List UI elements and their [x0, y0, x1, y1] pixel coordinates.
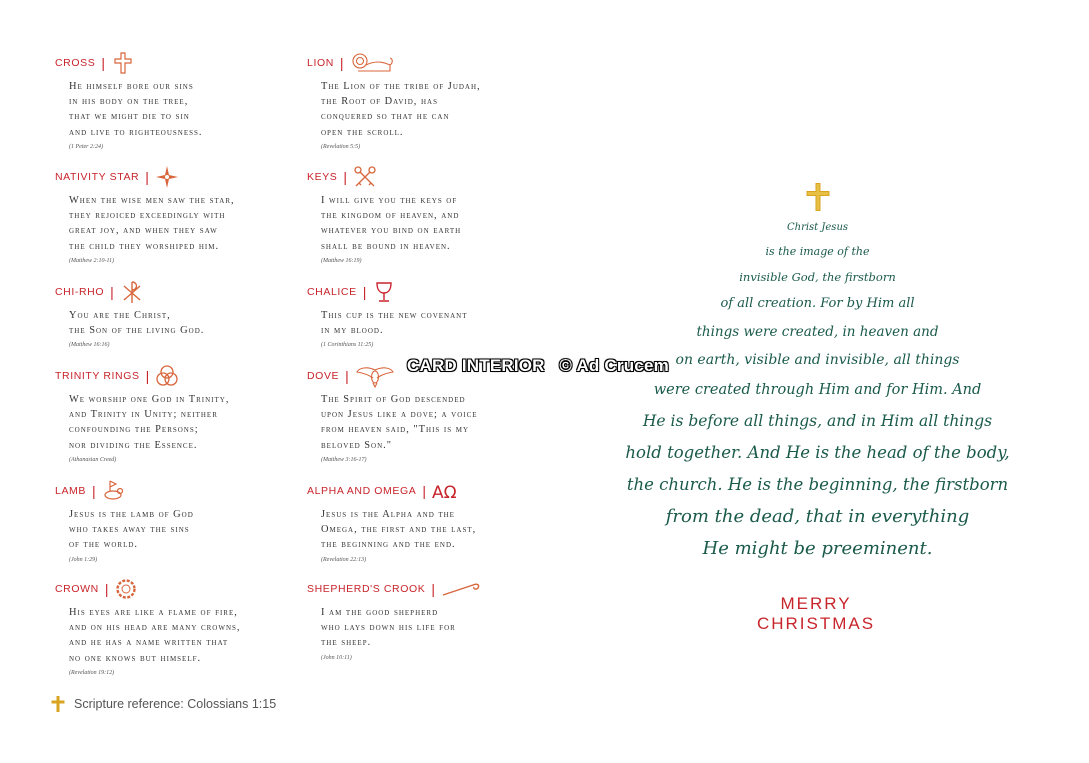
- dove-icon: [355, 364, 395, 388]
- entry-head: [55, 164, 300, 190]
- tree-line: from the dead, that in everything: [665, 506, 970, 527]
- entry-shepherds-crook: [307, 576, 552, 676]
- nativity-star-icon: [155, 165, 179, 189]
- christmas-tree-verse: [590, 182, 1045, 565]
- scripture-reference: (John 10:11): [321, 654, 352, 661]
- crown-wreath-icon: [114, 577, 138, 601]
- tree-line: Christ Jesus: [786, 222, 849, 233]
- entry-head: [307, 164, 552, 190]
- tree-verse-lines: [590, 216, 1045, 565]
- greeting-line: MERRY: [780, 594, 852, 613]
- title-separator: |: [145, 368, 150, 384]
- entry-chalice: [307, 279, 552, 363]
- verse-text: The Lion of the tribe of Judah, the Root of David, has conquered so that he can open the scroll.: [321, 81, 481, 138]
- entry-head: [55, 363, 300, 389]
- entry-title: SHEPHERD'S CROOK: [307, 583, 426, 595]
- verse-text: His eyes are like a flame of fire, and on his head are many crowns, and he has a name written that no one knows but himself.: [69, 607, 241, 664]
- merry-christmas-greeting: [700, 594, 932, 634]
- title-separator: |: [101, 55, 105, 71]
- entry-trinity-rings: [55, 363, 300, 478]
- verse-text: He himself bore our sins in his body on the tree, that we might die to sin and live to righteousness.: [69, 81, 203, 138]
- entry-title: LAMB: [55, 485, 86, 497]
- title-separator: |: [339, 55, 344, 71]
- chalice-icon: [372, 280, 396, 304]
- alpha-omega-icon: [432, 479, 462, 503]
- verse-text: The Spirit of God descended upon Jesus like a dove; a voice from heaven said, "This is my beloved Son.": [321, 394, 478, 451]
- entry-chi-rho: [55, 279, 300, 363]
- scripture-reference: (1 Corinthians 11:25): [321, 342, 374, 349]
- watermark: CARD INTERIOR © Ad Crucem: [407, 356, 669, 375]
- greeting-line: CHRISTMAS: [756, 614, 876, 633]
- title-separator: |: [345, 368, 349, 384]
- verse-text: Jesus is the lamb of God who takes away the sins of the world.: [69, 509, 194, 551]
- title-separator: |: [110, 284, 114, 300]
- trinity-rings-icon: [155, 364, 179, 388]
- cross-icon: [50, 695, 66, 713]
- entry-head: [307, 279, 552, 305]
- verse-text: I am the good shepherd who lays down his life for the sheep.: [321, 607, 456, 649]
- scripture-reference: (Revelation 19:12): [69, 669, 115, 676]
- tree-line: hold together. And He is the head of the body,: [625, 443, 1010, 462]
- scripture-reference: (Athanasian Creed): [69, 456, 117, 463]
- title-separator: |: [362, 284, 367, 300]
- entry-dove: [307, 363, 552, 478]
- entry-head: [307, 50, 552, 76]
- scripture-reference: (Matthew 2:10-11): [69, 257, 115, 264]
- cross-icon: [111, 51, 135, 75]
- tree-line: invisible God, the firstborn: [739, 270, 896, 284]
- entry-keys: [307, 164, 552, 279]
- title-separator: |: [343, 169, 348, 185]
- scripture-reference: (Matthew 16:16): [69, 342, 110, 349]
- footer-text: Scripture reference: Colossians 1:15: [74, 697, 277, 711]
- entry-head: [55, 279, 300, 305]
- entry-nativity-star: [55, 164, 300, 279]
- entry-title: CHI-RHO: [55, 286, 105, 298]
- left-symbol-column: [55, 50, 300, 676]
- scripture-reference: (John 1:29): [69, 556, 98, 563]
- entry-crown: [55, 576, 300, 676]
- verse-text: I will give you the keys of the kingdom of heaven, and whatever you bind on earth shall be bound in heaven.: [321, 195, 462, 252]
- lion-icon: [350, 51, 394, 75]
- tree-line: were created through Him and for Him. And: [653, 382, 982, 398]
- verse-text: Jesus is the Alpha and the Omega, the first and the last, the beginning and the end.: [321, 509, 477, 551]
- entry-title: CROWN: [55, 583, 99, 595]
- entry-head: [55, 478, 300, 504]
- svg-text:ΑΩ: ΑΩ: [432, 483, 457, 503]
- scripture-reference: (1 Peter 2:24): [69, 143, 103, 150]
- entry-title: LION: [307, 57, 334, 69]
- tree-line: is the image of the: [765, 245, 870, 258]
- entry-head: [55, 576, 300, 602]
- entry-alpha-omega: [307, 478, 552, 576]
- shepherds-crook-icon: [441, 577, 481, 601]
- title-separator: |: [431, 581, 436, 597]
- entry-lamb: [55, 478, 300, 576]
- tree-line: the church. He is the beginning, the firstborn: [626, 475, 1009, 494]
- verse-text: When the wise men saw the star, they rejoiced exceedingly with great joy, and when they saw the child they worshiped him.: [69, 195, 235, 252]
- entry-head: [307, 576, 552, 602]
- scripture-reference: (Revelation 5:5): [321, 143, 361, 150]
- scripture-reference: (Matthew 3:16-17): [321, 456, 367, 463]
- tree-line: He might be preeminent.: [702, 538, 933, 559]
- entry-head: [307, 478, 552, 504]
- entry-head: [55, 50, 300, 76]
- verse-text: This cup is the new covenant in my blood.: [321, 310, 468, 337]
- tree-line: of all creation. For by Him all: [720, 296, 915, 311]
- title-separator: |: [422, 483, 427, 499]
- entry-title: TRINITY RINGS: [55, 370, 140, 382]
- entry-title: NATIVITY STAR: [55, 171, 140, 183]
- title-separator: |: [104, 581, 109, 597]
- entry-title: CHALICE: [307, 286, 357, 298]
- crossed-keys-icon: [353, 165, 377, 189]
- entry-title: ALPHA AND OMEGA: [307, 485, 417, 497]
- chi-rho-icon: [120, 280, 144, 304]
- title-separator: |: [145, 169, 149, 185]
- tree-line: He is before all things, and in Him all things: [642, 412, 993, 430]
- entry-title: CROSS: [55, 57, 96, 69]
- entry-lion: [307, 50, 552, 164]
- lamb-icon: [102, 479, 126, 503]
- scripture-reference: (Matthew 16:19): [321, 257, 362, 264]
- verse-text: You are the Christ, the Son of the living God.: [69, 310, 205, 337]
- tree-line: things were created, in heaven and: [696, 324, 939, 340]
- entry-title: DOVE: [307, 370, 340, 382]
- entry-title: KEYS: [307, 171, 338, 183]
- title-separator: |: [92, 483, 96, 499]
- entry-cross: [55, 50, 300, 164]
- scripture-footer: [50, 695, 276, 713]
- scripture-reference: (Revelation 22:13): [321, 556, 367, 563]
- cross-icon: [805, 182, 831, 212]
- verse-text: We worship one God in Trinity, and Trinity in Unity; neither confounding the Persons; nor dividing the Essence.: [69, 394, 230, 451]
- tree-line: on earth, visible and invisible, all things: [675, 352, 960, 368]
